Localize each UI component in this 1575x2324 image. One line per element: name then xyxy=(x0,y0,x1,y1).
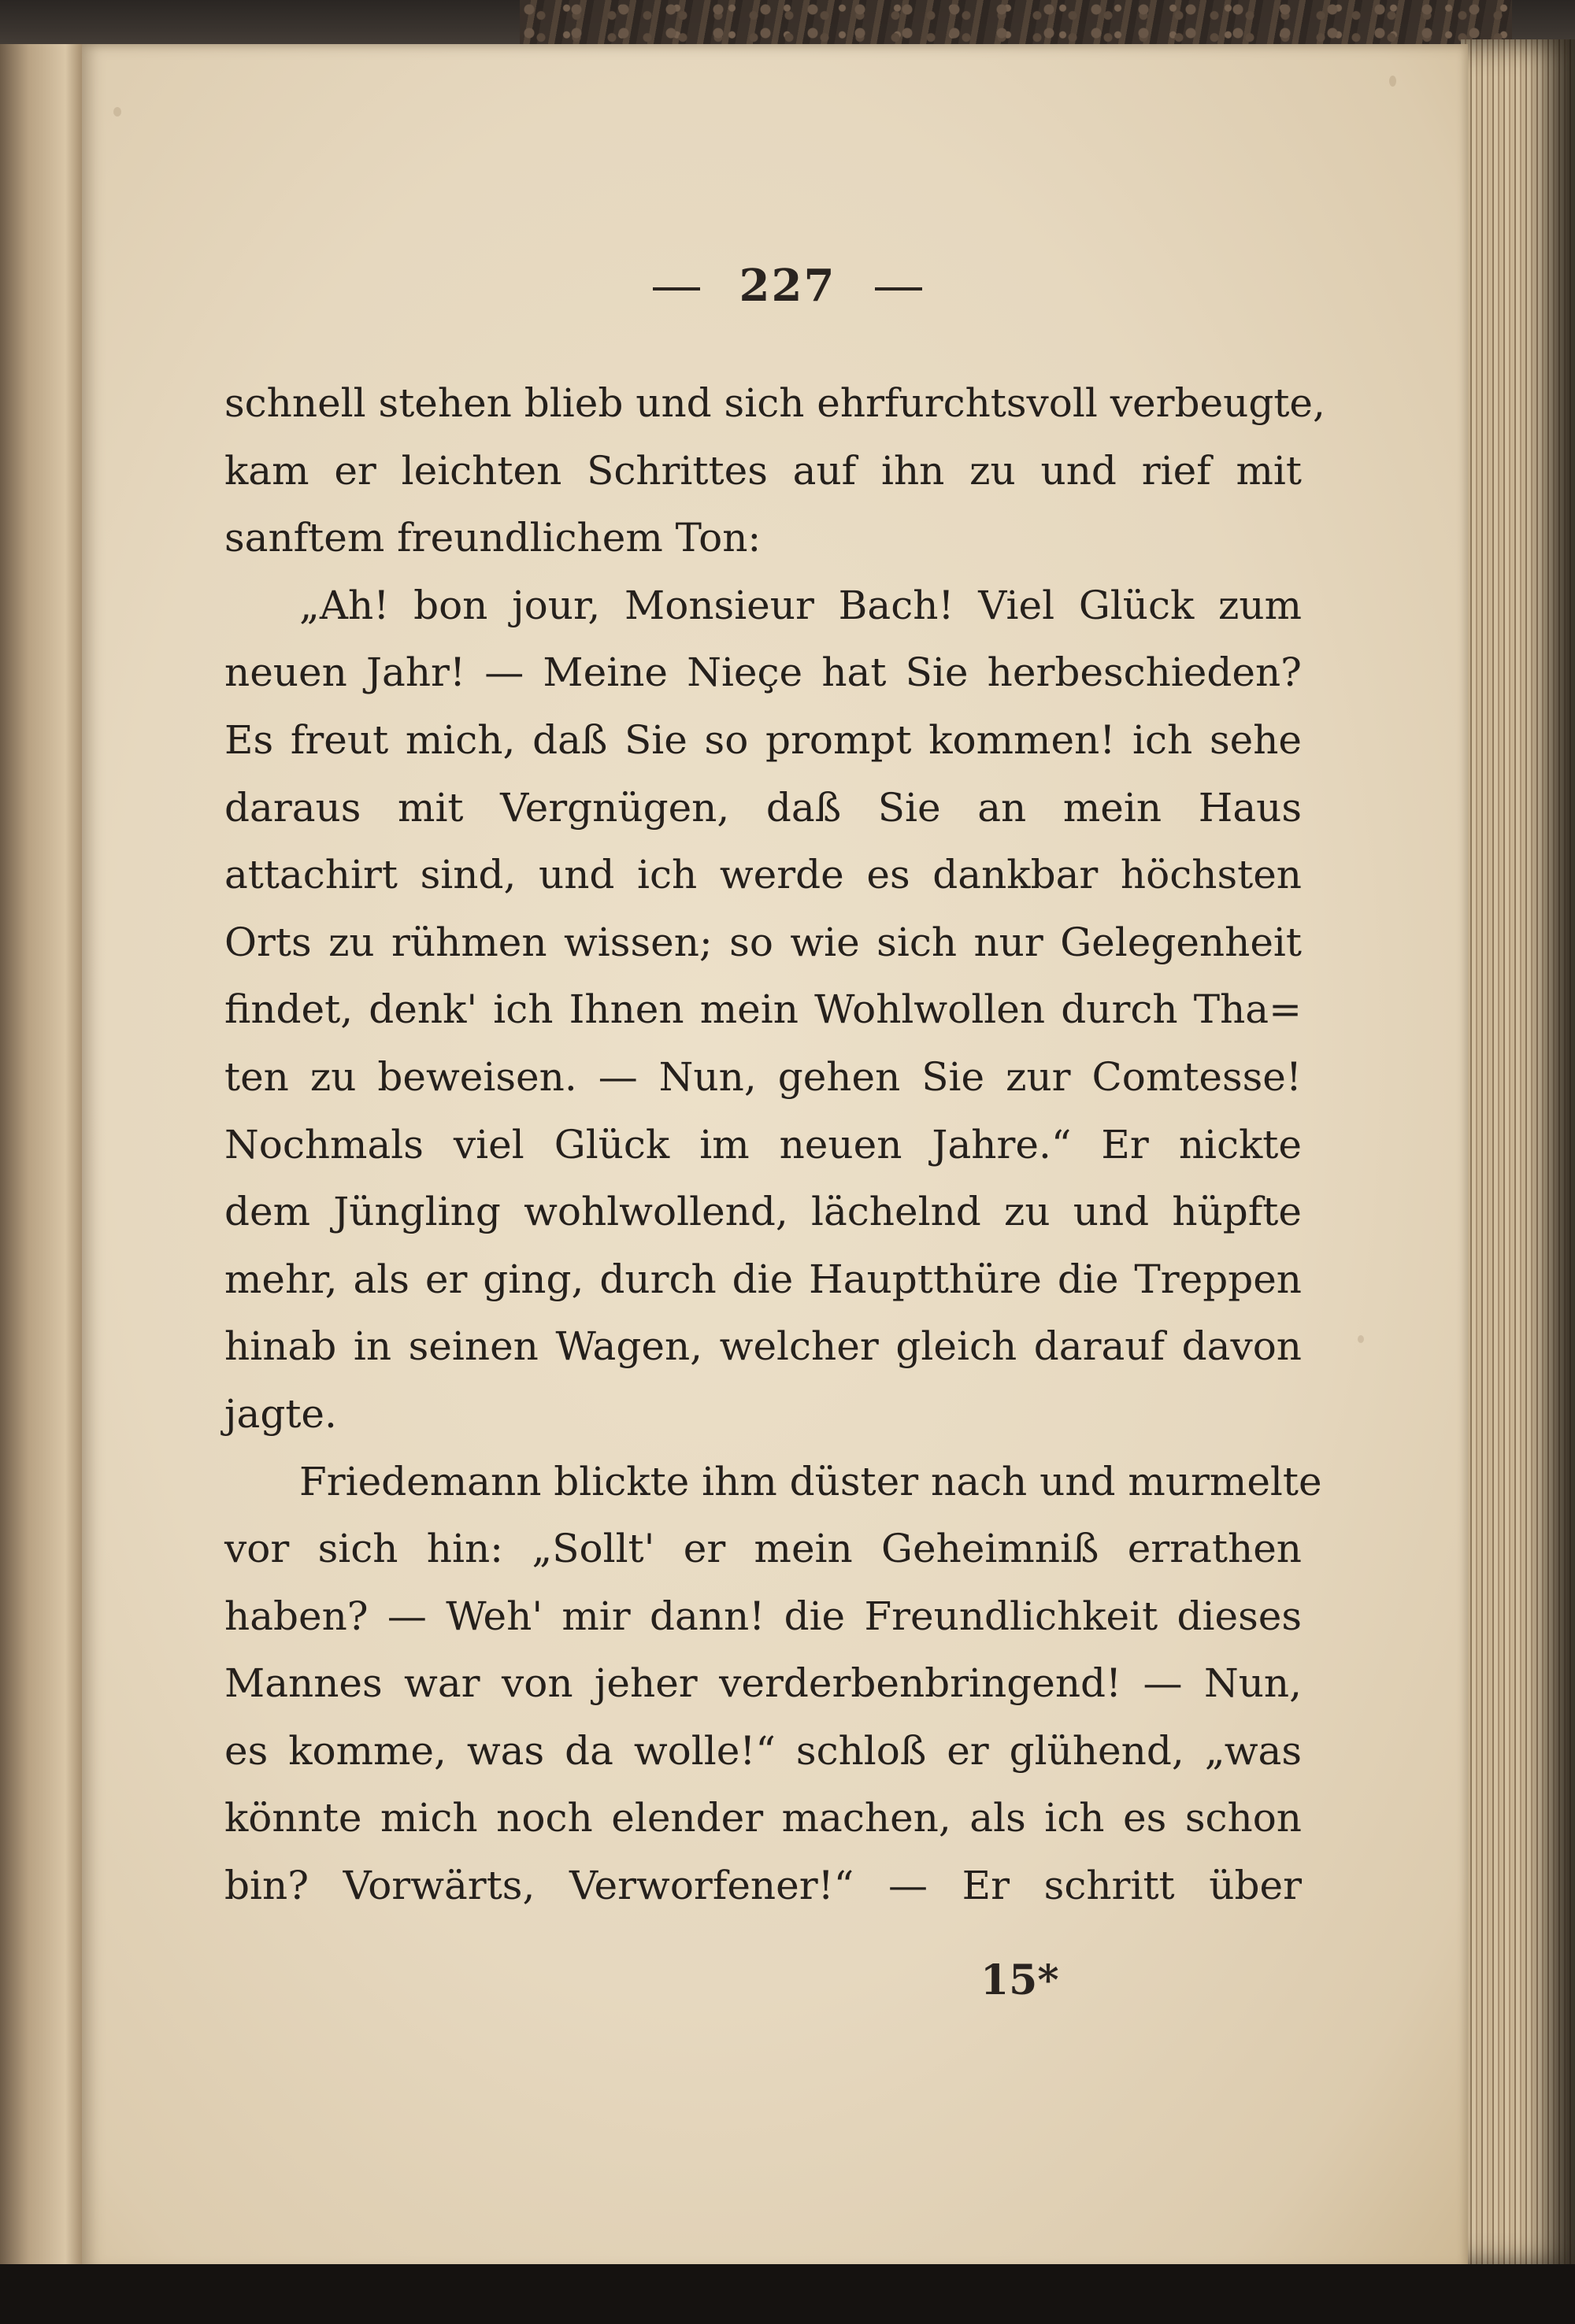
text-line: Friedemann blickte ihm düster nach und murmelte xyxy=(299,1458,1322,1504)
text-line: sanftem freundlichem Ton: xyxy=(224,515,762,561)
page-stack-edges xyxy=(1461,39,1575,2267)
text-line: „Ah! bon jour, Monsieur Bach! Viel Glück zum xyxy=(299,582,1302,628)
text-line: daraus mit Vergnügen, daß Sie an mein Haus xyxy=(224,784,1302,831)
text-line: neuen Jahr! — Meine Nieçe hat Sie herbeschieden? xyxy=(224,649,1302,696)
paper-spot xyxy=(113,107,121,117)
text-line: dem Jüngling wohlwollend, lächelnd zu und hüpfte xyxy=(224,1189,1302,1235)
text-line: schnell stehen blieb und sich ehrfurchtsvoll verbeugte, xyxy=(224,380,1325,426)
signature-mark: 15* xyxy=(980,1956,1059,2004)
text-line: hinab in seinen Wagen, welcher gleich darauf davon xyxy=(224,1323,1302,1370)
header-dash-right xyxy=(875,287,922,290)
paper-spot xyxy=(1358,1335,1364,1343)
text-line: es komme, was da wolle!“ schloß er glühend, „was xyxy=(224,1727,1302,1774)
text-line: attachirt sind, und ich werde es dankbar höchsten xyxy=(224,852,1302,898)
text-line: Nochmals viel Glück im neuen Jahre.“ Er nickte xyxy=(224,1121,1302,1168)
text-line: bin? Vorwärts, Verworfener!“ — Er schritt über xyxy=(224,1863,1302,1909)
text-line: vor sich hin: „Sollt' er mein Geheimniß errathen xyxy=(224,1526,1302,1572)
body-text xyxy=(224,370,1325,1920)
text-line: Es freut mich, daß Sie so prompt kommen! ich sehe xyxy=(224,716,1302,763)
text-line: haben? — Weh' mir dann! die Freundlichkeit dieses xyxy=(224,1593,1302,1639)
text-line: jagte. xyxy=(224,1390,337,1437)
text-line: Orts zu rühmen wissen; so wie sich nur Gelegenheit xyxy=(224,919,1302,965)
text-line: kam er leichten Schrittes auf ihn zu und rief mit xyxy=(224,447,1302,494)
marbled-endpaper xyxy=(520,0,1512,49)
header-dash-left xyxy=(653,287,700,290)
paper-spot xyxy=(1389,76,1396,87)
facing-page-edge xyxy=(0,44,83,2264)
page-number: 227 xyxy=(739,260,836,312)
running-header xyxy=(0,260,1575,312)
text-line: findet, denk' ich Ihnen mein Wohlwollen durch Tha= xyxy=(224,986,1302,1033)
text-line: ten zu beweisen. — Nun, gehen Sie zur Comtesse! xyxy=(224,1053,1302,1100)
bottom-shadow xyxy=(0,2264,1575,2324)
text-line: könnte mich noch elender machen, als ich es schon xyxy=(224,1795,1302,1841)
text-line: mehr, als er ging, durch die Hauptthüre die Treppen xyxy=(224,1256,1302,1302)
text-line: Mannes war von jeher verderbenbringend! — Nun, xyxy=(224,1660,1302,1707)
